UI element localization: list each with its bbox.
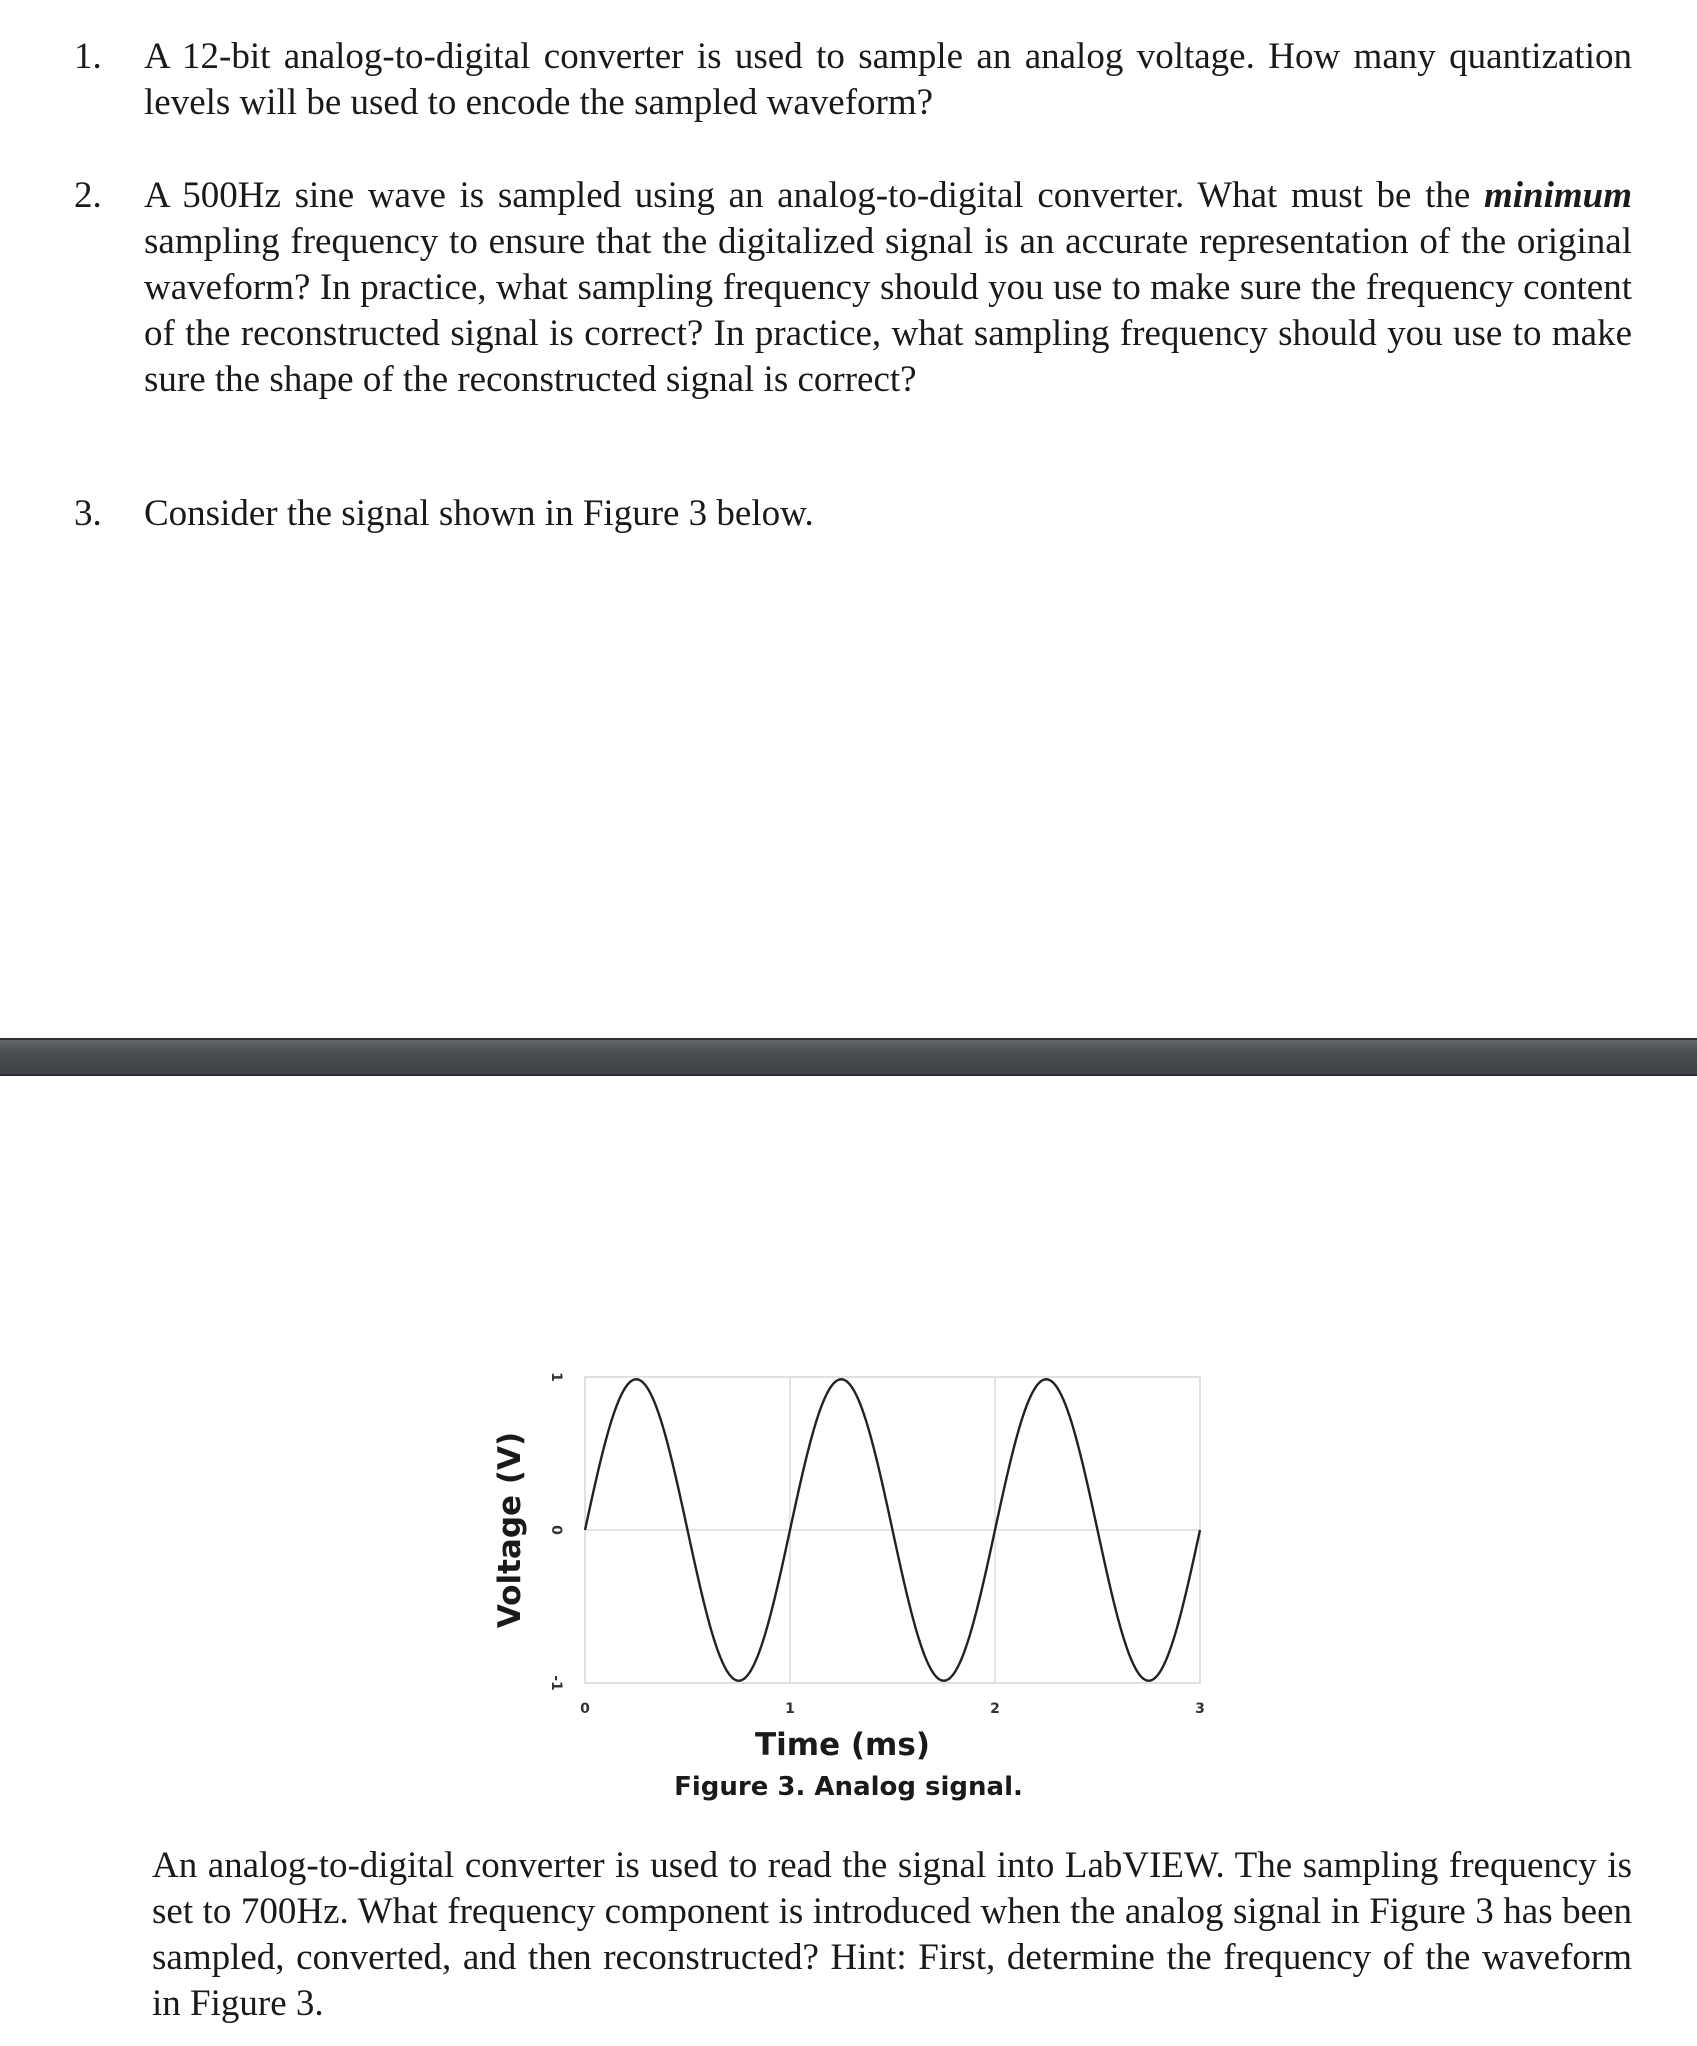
chart-ticks [548, 1372, 1205, 1717]
question-text-part: A 500Hz sine wave is sampled using an analog-to-digital converter. What must be the [144, 175, 1484, 216]
question-text [144, 173, 1632, 403]
figure-caption: Figure 3. Analog signal. [674, 1772, 1023, 1802]
x-tick-label: 3 [1195, 1701, 1205, 1717]
question-number: 2. [74, 175, 102, 216]
question-text: A 12-bit analog-to-digital converter is used to sample an analog voltage. How many quantization levels will be used to encode the sampled waveform? [144, 36, 1632, 123]
question-text-part: sampling frequency to ensure that the digitalized signal is an accurate representation of the original waveform? In practice, what sampling frequency should you use to make sure the frequency content of the reconstructed signal is correct? In practice, what sampling frequency should you use to make sure the shape of the reconstructed signal is correct? [144, 221, 1632, 400]
question-number: 1. [74, 36, 102, 77]
y-axis-label: Voltage (V) [492, 1431, 528, 1629]
x-axis-label: Time (ms) [755, 1727, 930, 1763]
emphasis-text: minimum [1483, 175, 1632, 216]
y-tick-label: -1 [548, 1675, 564, 1691]
question-number: 3. [74, 493, 102, 534]
y-tick-label: 1 [548, 1372, 564, 1382]
analog-signal-chart [470, 1350, 1230, 1770]
y-tick-label: 0 [548, 1525, 564, 1535]
x-tick-label: 0 [580, 1701, 590, 1717]
page-separator-bar [0, 1038, 1697, 1076]
x-tick-label: 1 [785, 1701, 795, 1717]
x-tick-label: 2 [990, 1701, 1000, 1717]
question-text: Consider the signal shown in Figure 3 below. [144, 493, 814, 534]
followup-paragraph: An analog-to-digital converter is used to read the signal into LabVIEW. The sampling frequency is set to 700Hz. What frequency component is introduced when the analog signal in Figure 3 has been sampled, converted, and then reconstructed? Hint: First, determine the frequency of the waveform in Figure 3. [152, 1845, 1632, 2024]
